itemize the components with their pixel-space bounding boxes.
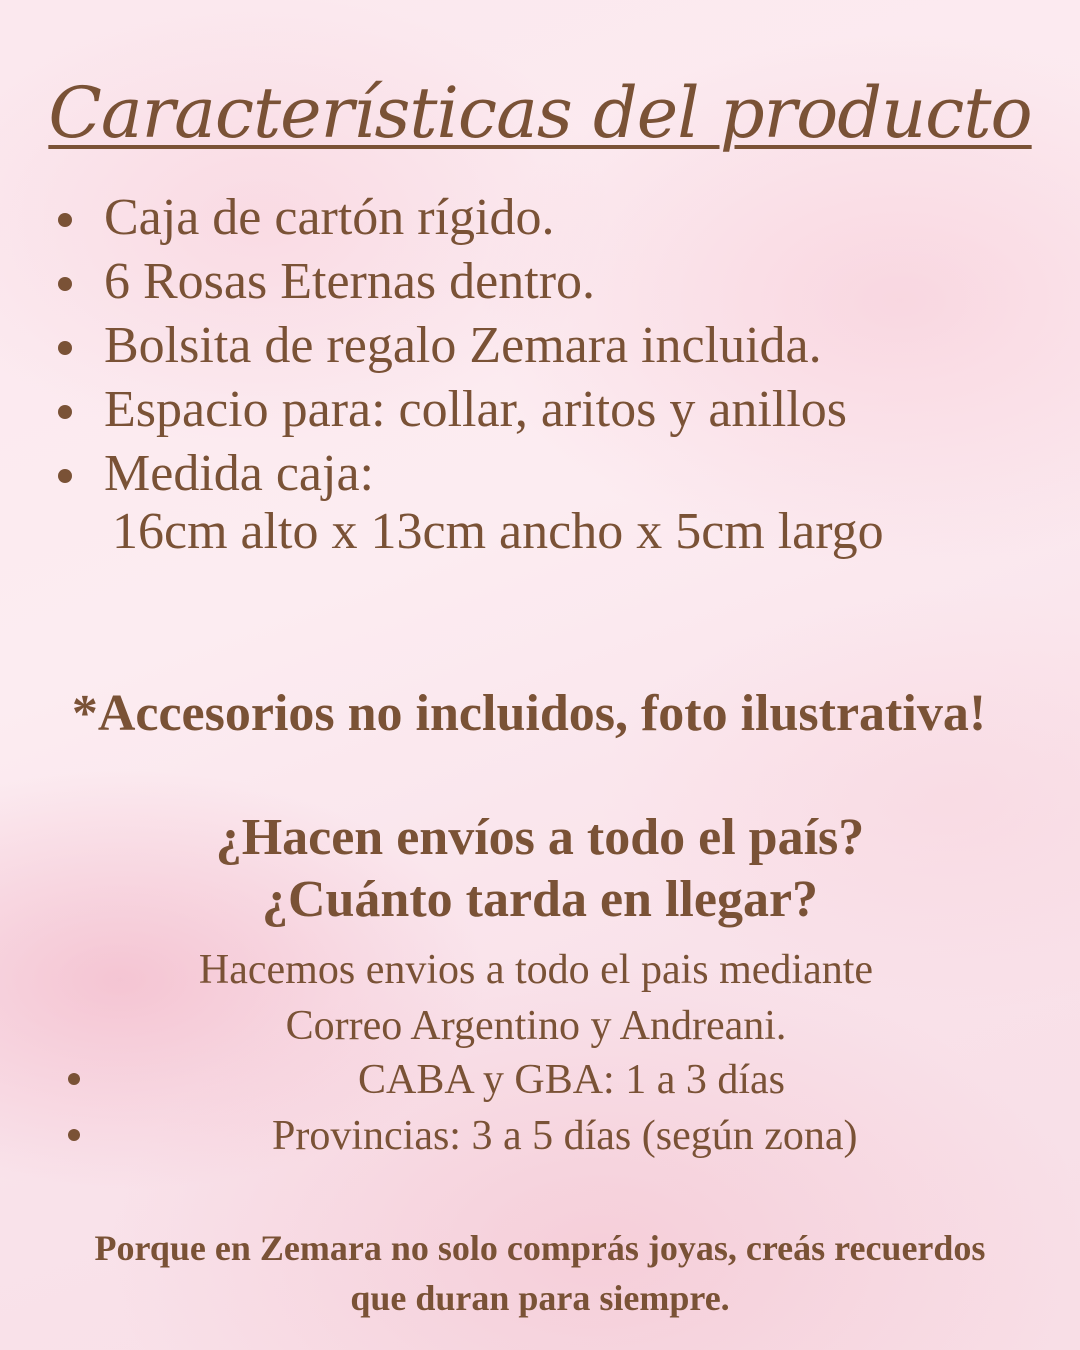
bullet-icon xyxy=(68,1073,80,1085)
bullet-icon xyxy=(58,213,72,227)
list-item xyxy=(58,250,847,314)
feature-text: Espacio para: collar, aritos y anillos xyxy=(104,381,848,438)
shipping-item-text: CABA y GBA: 1 a 3 días xyxy=(358,1057,786,1103)
closing-line-1: Porque en Zemara no solo comprás joyas, creás recuerdos xyxy=(94,1228,986,1268)
bullet-icon xyxy=(58,405,72,419)
feature-text: 6 Rosas Eternas dentro. xyxy=(104,253,596,310)
list-item xyxy=(58,442,847,506)
bullet-icon xyxy=(58,469,72,483)
features-list xyxy=(58,186,847,506)
list-item xyxy=(58,378,847,442)
list-item xyxy=(58,314,847,378)
faq-question-delivery-time: ¿Cuánto tarda en llegar? xyxy=(261,871,819,928)
feature-text: Medida caja: xyxy=(104,445,374,502)
shipping-answer-line-1: Hacemos envios a todo el pais mediante xyxy=(198,947,874,993)
faq-question-shipping: ¿Hacen envíos a todo el país? xyxy=(215,809,865,866)
shipping-item-provincias xyxy=(0,1108,1080,1164)
feature-text: Bolsita de regalo Zemara incluida. xyxy=(104,317,822,374)
shipping-item-caba xyxy=(0,1052,1080,1108)
bullet-icon xyxy=(58,277,72,291)
shipping-answer-line-2: Correo Argentino y Andreani. xyxy=(285,1003,787,1049)
page-title: Características del producto xyxy=(48,72,1032,154)
list-item xyxy=(58,186,847,250)
bullet-icon xyxy=(58,341,72,355)
accessories-notice: *Accesorios no incluidos, foto ilustrativa! xyxy=(71,685,987,742)
closing-line-2: que duran para siempre. xyxy=(350,1278,730,1318)
feature-text: Caja de cartón rígido. xyxy=(104,189,555,246)
box-measurements: 16cm alto x 13cm ancho x 5cm largo xyxy=(112,503,884,560)
bullet-icon xyxy=(68,1129,80,1141)
shipping-item-text: Provincias: 3 a 5 días (según zona) xyxy=(272,1113,858,1159)
